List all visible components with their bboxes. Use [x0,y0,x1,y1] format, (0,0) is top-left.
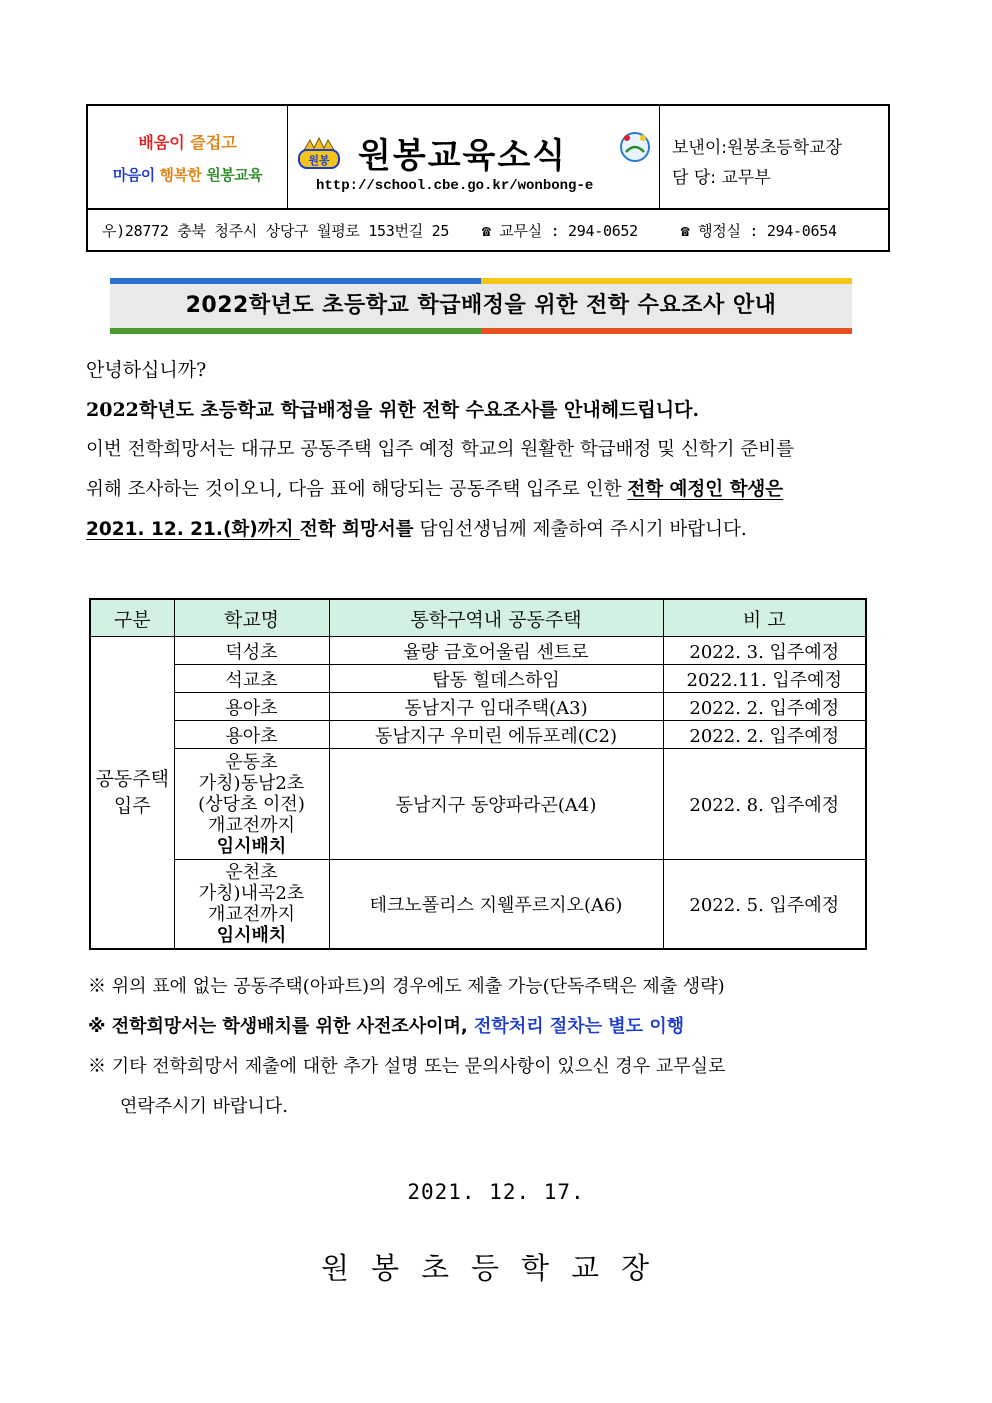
housing-table [89,598,867,950]
school-cell: 석교초 [174,665,329,693]
note-3-line-1: ※ 기타 전학희망서 제출에 대한 추가 설명 또는 문의사항이 있으신 경우 교무실로 [88,1056,726,1077]
paragraph-line-1: 이번 전학희망서는 대규모 공동주택 입주 예정 학교의 원활한 학급배정 및 신학기 준비를 [86,439,795,460]
newsletter-header [86,104,890,252]
table-row [90,693,866,721]
title-banner [110,278,852,334]
logo-text: 원봉 [308,154,330,167]
table-row [90,860,866,950]
issue-date: 2021. 12. 17. [407,1180,585,1204]
note-cell: 2022. 3. 입주예정 [663,637,866,665]
note-cell: 2022. 2. 입주예정 [663,693,866,721]
slogan-line-2: 마음이 행복한 원봉교육 [112,166,263,184]
table-row [90,721,866,749]
paragraph-line-2: 위해 조사하는 것이오니, 다음 표에 해당되는 공동주택 입주로 인한 전학 예정인 학생은 [86,479,784,500]
table-row [90,749,866,860]
housing-cell: 탑동 힐데스하임 [329,665,663,693]
address-row [88,210,888,252]
sender-cell [660,106,888,208]
header-school: 학교명 [174,599,329,637]
school-logo-icon [296,134,342,172]
note-cell: 2022.11. 입주예정 [663,665,866,693]
housing-cell: 동남지구 동양파라곤(A4) [329,749,663,860]
housing-cell: 율량 금호어울림 센트로 [329,637,663,665]
housing-cell: 동남지구 임대주택(A3) [329,693,663,721]
admin-phone: ☎ 행정실 : 294-0654 [680,222,837,240]
note-2: ※ 전학희망서는 학생배치를 위한 사전조사이며, 전학처리 절차는 별도 이행 [88,1016,685,1037]
school-cell: 덕성초 [174,637,329,665]
header-housing: 통학구역내 공동주택 [329,599,663,637]
note-cell: 2022. 2. 입주예정 [663,721,866,749]
banner-bar-orange [481,328,852,334]
deadline-date: 2021. 12. 21.(화)까지 [86,519,300,540]
header-note: 비 고 [663,599,866,637]
note-cell: 2022. 5. 입주예정 [663,860,866,950]
sender-text: 보낸이:원봉초등학교장 [672,138,842,158]
document-title: 2022학년도 초등학교 학급배정을 위한 전학 수요조사 안내 [110,284,852,328]
school-cell: 운천초 가칭)내곡2초 개교전까지 임시배치 [174,860,329,950]
school-cell: 용아초 [174,693,329,721]
slogan-cell [88,106,288,208]
category-cell: 공동주택 입주 [90,637,174,950]
note-cell: 2022. 8. 입주예정 [663,749,866,860]
school-cell: 운동초 가칭)동남2초 (상당초 이전) 개교전까지 임시배치 [174,749,329,860]
principal-signature: 원봉초등학교장 [320,1251,672,1285]
school-url-link[interactable]: http://school.cbe.go.kr/wonbong-e [316,178,594,194]
note-2-emphasis: 전학처리 절차는 별도 이행 [474,1016,685,1037]
note-1: ※ 위의 표에 없는 공동주택(아파트)의 경우에도 제출 가능(단독주택은 제출 생략) [88,976,725,997]
office-phone: ☎ 교무실 : 294-0652 [481,222,638,240]
school-cell: 용아초 [174,721,329,749]
greeting: 안녕하십니까? [86,359,207,381]
manager-text: 담 당: 교무부 [672,168,771,188]
housing-cell: 테크노폴리스 지웰푸르지오(A6) [329,860,663,950]
transfer-emphasis: 전학 예정인 학생은 [627,479,784,500]
paragraph-line-3: 2021. 12. 21.(화)까지 전학 희망서를 담임선생님께 제출하여 주시기 바랍니다. [86,519,747,540]
intro-line: 2022학년도 초등학교 학급배정을 위한 전학 수요조사를 안내헤드립니다. [86,399,700,421]
newsletter-name: 원봉교육소식 [358,136,568,176]
note-3-line-2: 연락주시기 바랍니다. [120,1096,288,1117]
header-category: 구분 [90,599,174,637]
table-row [90,637,866,665]
slogan-line-1: 배움이 즐겁고 [138,133,237,152]
banner-bar-green [110,328,481,334]
postal-address: 우)28772 충북 청주시 상당구 월평로 153번길 25 [102,222,450,240]
table-row [90,665,866,693]
table-header-row [90,599,866,637]
housing-cell: 동남지구 우미린 에듀포레(C2) [329,721,663,749]
newsletter-title-cell [288,106,660,208]
emblem-icon [618,130,652,164]
header-top-row [88,106,888,210]
